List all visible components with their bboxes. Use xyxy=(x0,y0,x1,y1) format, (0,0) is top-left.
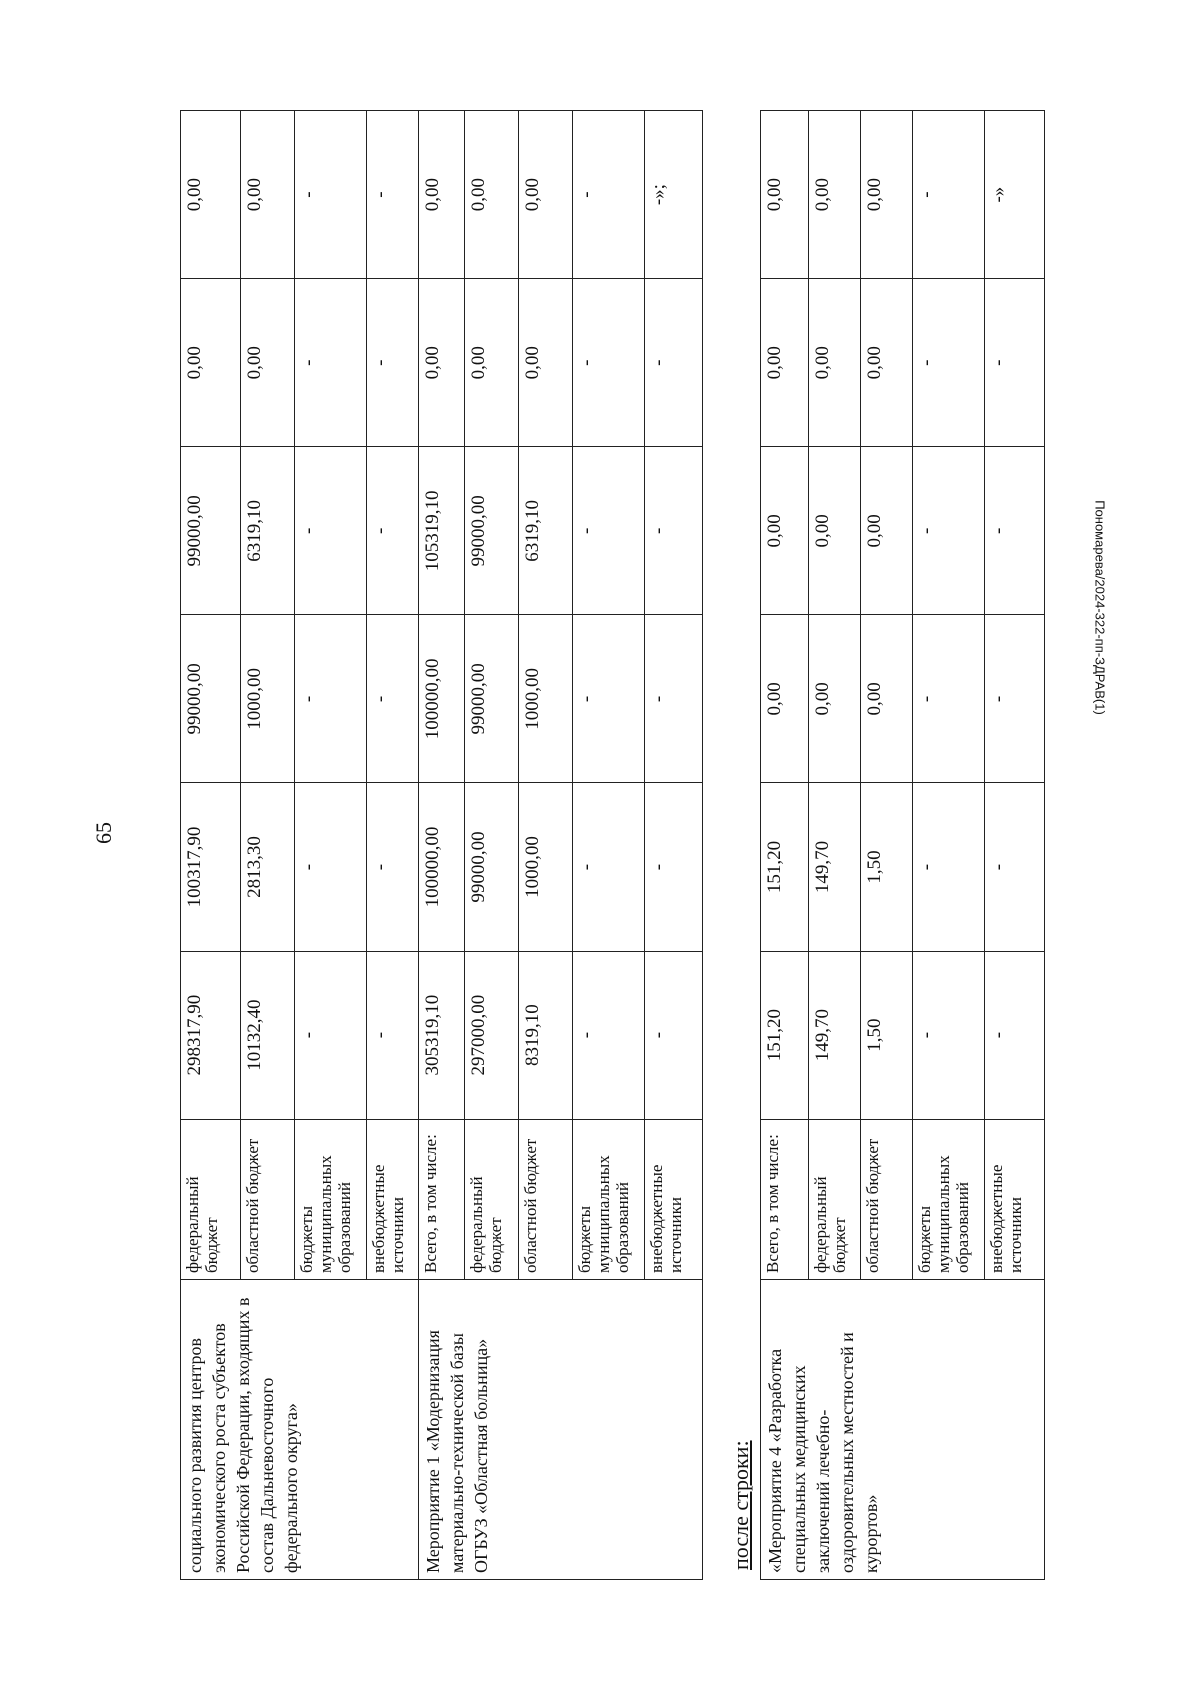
amount-cell: - xyxy=(645,783,703,951)
funding-source: федеральный бюджет xyxy=(181,1119,241,1279)
amount-cell: 0,00 xyxy=(241,279,295,447)
amount-cell: - xyxy=(573,615,645,783)
amount-cell: - xyxy=(985,447,1045,615)
amount-cell: - xyxy=(645,615,703,783)
amount-cell: - xyxy=(913,279,985,447)
amount-cell: - xyxy=(913,447,985,615)
amount-cell: 0,00 xyxy=(419,111,465,279)
amount-cell: - xyxy=(367,615,419,783)
amount-cell: - xyxy=(573,783,645,951)
amount-cell: - xyxy=(573,111,645,279)
amount-cell: 6319,10 xyxy=(519,447,573,615)
amount-cell: - xyxy=(573,279,645,447)
funding-source: бюджеты муниципальных образований xyxy=(573,1119,645,1279)
amount-cell: - xyxy=(985,951,1045,1119)
amount-cell: 0,00 xyxy=(809,111,861,279)
amount-cell: - xyxy=(367,783,419,951)
amount-cell: 0,00 xyxy=(181,111,241,279)
funding-source: бюджеты муниципальных образований xyxy=(295,1119,367,1279)
funding-source: областной бюджет xyxy=(241,1119,295,1279)
amount-cell: 0,00 xyxy=(519,279,573,447)
amount-cell: -» xyxy=(985,111,1045,279)
amount-cell: 297000,00 xyxy=(465,951,519,1119)
amount-cell: 0,00 xyxy=(465,279,519,447)
amount-cell: 0,00 xyxy=(761,111,809,279)
amount-cell: 0,00 xyxy=(465,111,519,279)
amount-cell: - xyxy=(573,447,645,615)
amount-cell: - xyxy=(295,111,367,279)
amount-cell: - xyxy=(367,279,419,447)
funding-source: областной бюджет xyxy=(861,1119,913,1279)
measure-4-row xyxy=(761,111,809,1580)
amount-cell: - xyxy=(913,783,985,951)
funding-source: федеральный бюджет xyxy=(465,1119,519,1279)
amount-cell: - xyxy=(645,951,703,1119)
amount-cell: 0,00 xyxy=(761,279,809,447)
amount-cell: 0,00 xyxy=(861,615,913,783)
amount-cell: - xyxy=(295,279,367,447)
amount-cell: 0,00 xyxy=(419,279,465,447)
amount-cell: 1000,00 xyxy=(519,615,573,783)
measure-1-description: Мероприятие 1 «Модернизация материально-технической базы ОГБУЗ «Областная больница» xyxy=(419,1280,703,1580)
continuation-row xyxy=(181,111,241,1580)
amount-cell: 99000,00 xyxy=(465,447,519,615)
amount-cell: 149,70 xyxy=(809,783,861,951)
amount-cell: - xyxy=(295,951,367,1119)
page-number: 65 xyxy=(91,822,116,844)
funding-source: внебюджетные источники xyxy=(367,1119,419,1279)
funding-source: федеральный бюджет xyxy=(809,1119,861,1279)
amount-cell: 298317,90 xyxy=(181,951,241,1119)
amount-cell: 0,00 xyxy=(519,111,573,279)
measure-4-description: «Мероприятие 4 «Разработка специальных медицинских заключений лечебно-оздоровительных местностей и курортов» xyxy=(761,1280,1045,1580)
funding-source: Всего, в том числе: xyxy=(419,1119,465,1279)
amount-cell: - xyxy=(295,447,367,615)
funding-table-continued xyxy=(180,110,703,1580)
amount-cell: 0,00 xyxy=(809,447,861,615)
amount-cell: 1,50 xyxy=(861,783,913,951)
amount-cell: 0,00 xyxy=(861,447,913,615)
amount-cell: 0,00 xyxy=(761,447,809,615)
amount-cell: 1000,00 xyxy=(241,615,295,783)
amount-cell: 6319,10 xyxy=(241,447,295,615)
funding-table-measure-4 xyxy=(760,110,1045,1580)
amount-cell: 151,20 xyxy=(761,783,809,951)
amount-cell: 0,00 xyxy=(241,111,295,279)
amount-cell: 0,00 xyxy=(761,615,809,783)
measure-1-row xyxy=(419,111,465,1580)
amount-cell: 151,20 xyxy=(761,951,809,1119)
amount-cell: 0,00 xyxy=(181,279,241,447)
amount-cell: 99000,00 xyxy=(465,783,519,951)
amount-cell: 105319,10 xyxy=(419,447,465,615)
amount-cell: 100317,90 xyxy=(181,783,241,951)
amount-cell: 99000,00 xyxy=(181,615,241,783)
amount-cell: - xyxy=(367,447,419,615)
continuation-description: социального развития центров экономического роста субъектов Российской Федерации, входящих в состав Дальневосточного федерального округа» xyxy=(181,1280,419,1580)
amount-cell: 1000,00 xyxy=(519,783,573,951)
amount-cell: 100000,00 xyxy=(419,783,465,951)
amount-cell: - xyxy=(645,447,703,615)
amount-cell: - xyxy=(367,111,419,279)
funding-source: внебюджетные источники xyxy=(645,1119,703,1279)
amount-cell: - xyxy=(295,615,367,783)
footer-code-text: Пономарева/2024-322-пп-ЗДРАВ(1) xyxy=(1092,500,1108,715)
amount-cell: 8319,10 xyxy=(519,951,573,1119)
amount-cell: - xyxy=(985,783,1045,951)
amount-cell: 0,00 xyxy=(861,279,913,447)
amount-cell: 0,00 xyxy=(861,111,913,279)
amount-cell: 0,00 xyxy=(809,279,861,447)
amount-cell: - xyxy=(295,783,367,951)
amount-cell: 10132,40 xyxy=(241,951,295,1119)
amount-cell: 99000,00 xyxy=(181,447,241,615)
funding-source: бюджеты муниципальных образований xyxy=(913,1119,985,1279)
amount-cell: 0,00 xyxy=(809,615,861,783)
amount-cell: 99000,00 xyxy=(465,615,519,783)
amount-cell: - xyxy=(367,951,419,1119)
rotated-content xyxy=(180,80,1120,1580)
amount-cell: 149,70 xyxy=(809,951,861,1119)
amount-cell: - xyxy=(913,615,985,783)
funding-source: внебюджетные источники xyxy=(985,1119,1045,1279)
amount-cell: - xyxy=(985,279,1045,447)
amount-cell: 305319,10 xyxy=(419,951,465,1119)
amount-cell: - xyxy=(573,951,645,1119)
funding-source: областной бюджет xyxy=(519,1119,573,1279)
amount-cell: - xyxy=(985,615,1045,783)
amount-cell: - xyxy=(645,279,703,447)
amount-cell: - xyxy=(913,111,985,279)
amount-cell: 2813,30 xyxy=(241,783,295,951)
amount-cell: 1,50 xyxy=(861,951,913,1119)
funding-source: Всего, в том числе: xyxy=(761,1119,809,1279)
amount-cell: -»; xyxy=(645,111,703,279)
amount-cell: - xyxy=(913,951,985,1119)
after-row-label: после строки: xyxy=(728,1440,753,1570)
amount-cell: 100000,00 xyxy=(419,615,465,783)
